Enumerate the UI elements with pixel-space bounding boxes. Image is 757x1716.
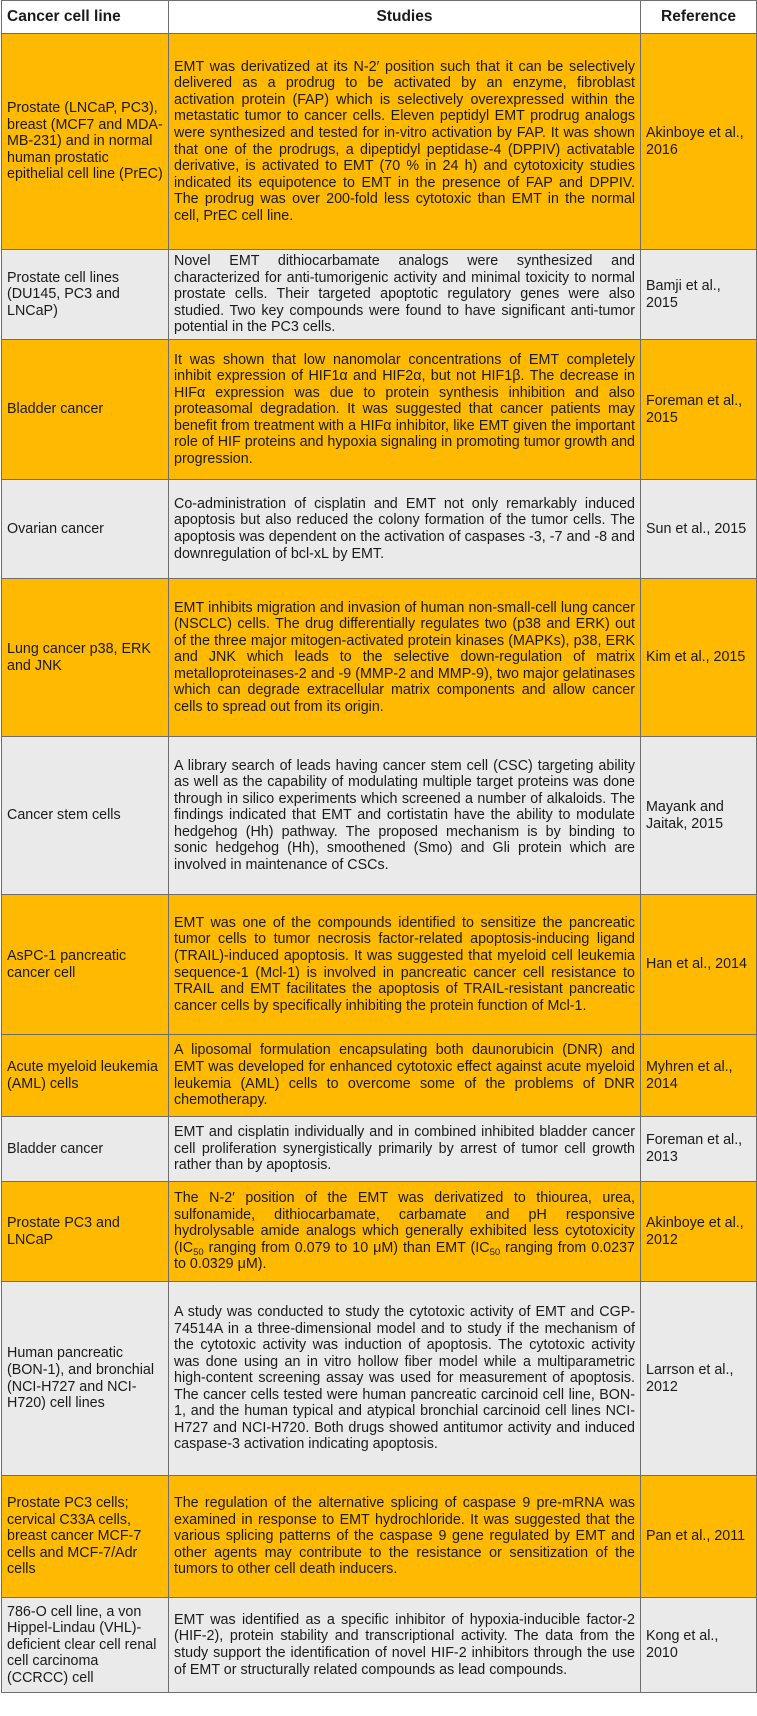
reference: Akinboye et al., 2016 xyxy=(641,34,757,250)
reference: Kim et al., 2015 xyxy=(641,579,757,737)
table-row xyxy=(2,250,757,340)
reference: Foreman et al., 2015 xyxy=(641,340,757,480)
cell-line: Human pancreatic (BON-1), and bronchial (NCI-H727 and NCI-H720) cell lines xyxy=(2,1282,169,1476)
reference: Bamji et al., 2015 xyxy=(641,250,757,340)
study-text: The regulation of the alternative splicing of caspase 9 pre-mRNA was examined in response to EMT hydrochloride. It was suggested that the various splicing patterns of the caspase 9 gene regulated by EMT and other agents may contribute to the resistance or sensitization of the tumors to other cell death inducers. xyxy=(169,1476,641,1598)
reference: Akinboye et al., 2012 xyxy=(641,1182,757,1282)
cell-line: Prostate PC3 and LNCaP xyxy=(2,1182,169,1282)
header-cancer-cell-line: Cancer cell line xyxy=(2,1,169,34)
study-text: The N-2′ position of the EMT was derivatized to thiourea, urea, sulfonamide, dithiocarbamate, carbamate and pH responsive hydrolysable amide analogs which generally exhibited less cytotoxicity ($IC_{50}$ ranging from 0.079 to 10 μM) than EMT ($IC_{50}$ ranging from 0.0237 to 0.0329 μM). xyxy=(169,1182,641,1282)
cell-line: Ovarian cancer xyxy=(2,480,169,579)
study-text: Novel EMT dithiocarbamate analogs were synthesized and characterized for anti-tumorigenic activity and minimal toxicity to normal prostate cells. Their targeted apoptotic regulatory genes were also studied. Two key compounds were found to have significant anti-tumor potential in the PC3 cells. xyxy=(169,250,641,340)
table-row xyxy=(2,579,757,737)
cell-line: Lung cancer p38, ERK and JNK xyxy=(2,579,169,737)
table-row xyxy=(2,480,757,579)
study-text: EMT was one of the compounds identified to sensitize the pancreatic tumor cells to tumor necrosis factor-related apoptosis-inducing ligand (TRAIL)-induced apoptosis. It was suggested that myeloid cell leukemia sequence-1 (Mcl-1) is involved in pancreatic cancer cell resistance to TRAIL and EMT facilitates the apoptosis of TRAIL-resistant pancreatic cancer cells by specifically inhibiting the protein function of Mcl-1. xyxy=(169,895,641,1035)
table-row xyxy=(2,1598,757,1693)
reference: Larrson et al., 2012 xyxy=(641,1282,757,1476)
reference: Pan et al., 2011 xyxy=(641,1476,757,1598)
reference: Mayank and Jaitak, 2015 xyxy=(641,737,757,895)
study-text: EMT was derivatized at its N-2′ position such that it can be selectively delivered as a prodrug to be activated by an enzyme, fibroblast activation protein (FAP) which is selectively overexpressed within the metastatic tumor to cancer cells. Eleven peptidyl EMT prodrug analogs were synthesized and tested for in-vitro activation by FAP. It was shown that one of the prodrugs, a dipeptidyl peptidase-4 (DPPIV) activatable derivative, is activated to EMT (70 % in 24 h) and cytotoxicity studies indicated its equipotence to EMT in the presence of FAP and DPPIV. The prodrug was over 200-fold less cytotoxic than EMT in the normal cell, PrEC cell line. xyxy=(169,34,641,250)
header-studies: Studies xyxy=(169,1,641,34)
cell-line: Bladder cancer xyxy=(2,1117,169,1182)
cell-line: Prostate cell lines (DU145, PC3 and LNCaP) xyxy=(2,250,169,340)
study-text: A library search of leads having cancer stem cell (CSC) targeting ability as well as the capability of modulating multiple target proteins was done through in silico experiments which screened a number of alkaloids. The findings indicated that EMT and cortistatin have the ability to modulate hedgehog (Hh) pathway. The proposed mechanism is by binding to sonic hedgehog (Hh), smoothened (Smo) and Gli protein which are involved in maintenance of CSCs. xyxy=(169,737,641,895)
table-row xyxy=(2,1476,757,1598)
table-row xyxy=(2,1282,757,1476)
cell-line: Acute myeloid leukemia (AML) cells xyxy=(2,1035,169,1117)
reference: Sun et al., 2015 xyxy=(641,480,757,579)
reference: Han et al., 2014 xyxy=(641,895,757,1035)
study-text: EMT inhibits migration and invasion of human non-small-cell lung cancer (NSCLC) cells. The drug differentially regulates two (p38 and ERK) out of the three major mitogen-activated protein kinases (MAPKs), p38, ERK and JNK which leads to the selective down-regulation of matrix metalloproteinases-2 and -9 (MMP-2 and MMP-9), two major gelatinases which can degrade extracellular matrix components and allow cancer cells to spread out from its origin. xyxy=(169,579,641,737)
reference: Foreman et al., 2013 xyxy=(641,1117,757,1182)
table-row xyxy=(2,340,757,480)
table-row xyxy=(2,895,757,1035)
study-text: Co-administration of cisplatin and EMT not only remarkably induced apoptosis but also reduced the colony formation of the tumor cells. The apoptosis was dependent on the activation of caspases -3, -7 and -8 and downregulation of bcl-xL by EMT. xyxy=(169,480,641,579)
reference: Kong et al., 2010 xyxy=(641,1598,757,1693)
cell-line: Cancer stem cells xyxy=(2,737,169,895)
header-row xyxy=(2,1,757,34)
table-row xyxy=(2,1182,757,1282)
study-text: EMT and cisplatin individually and in combined inhibited bladder cancer cell proliferation synergistically primarily by arrest of tumor cell growth rather than by apoptosis. xyxy=(169,1117,641,1182)
reference: Myhren et al., 2014 xyxy=(641,1035,757,1117)
cell-line: 786-O cell line, a von Hippel-Lindau (VHL)-deficient clear cell renal cell carcinoma (CCRCC) cell xyxy=(2,1598,169,1693)
study-text: EMT was identified as a specific inhibitor of hypoxia-inducible factor-2 (HIF-2), protein stability and transcriptional activity. The data from the study support the identification of novel HIF-2 inhibitors through the use of EMT or structurally related compounds as lead compounds. xyxy=(169,1598,641,1693)
table-row xyxy=(2,1117,757,1182)
table-row xyxy=(2,737,757,895)
table-row xyxy=(2,1035,757,1117)
cell-line: Bladder cancer xyxy=(2,340,169,480)
emetine-studies-table xyxy=(1,0,757,1693)
table-row xyxy=(2,34,757,250)
cell-line: Prostate (LNCaP, PC3), breast (MCF7 and MDA-MB-231) and in normal human prostatic epithelial cell line (PrEC) xyxy=(2,34,169,250)
cell-line: AsPC-1 pancreatic cancer cell xyxy=(2,895,169,1035)
study-text: A study was conducted to study the cytotoxic activity of EMT and CGP-74514A in a three-dimensional model and to study if the mechanism of the cytotoxic activity was induction of apoptosis. The cytotoxic activity was done using an in vitro hollow fiber model while a multiparametric high-content screening assay was used for measurement of apoptosis. The cancer cells tested were human pancreatic carcinoid cell line, BON-1, and the human typical and atypical bronchial carcinoid cell lines NCI-H727 and NCI-H720. Both drugs showed antitumor activity and induced caspase-3 activation indicating apoptosis. xyxy=(169,1282,641,1476)
cell-line: Prostate PC3 cells; cervical C33A cells, breast cancer MCF-7 cells and MCF-7/Adr cells xyxy=(2,1476,169,1598)
header-reference: Reference xyxy=(641,1,757,34)
study-text: A liposomal formulation encapsulating both daunorubicin (DNR) and EMT was developed for enhanced cytotoxic effect against acute myeloid leukemia (AML) cells to overcome some of the problems of DNR chemotherapy. xyxy=(169,1035,641,1117)
study-text: It was shown that low nanomolar concentrations of EMT completely inhibit expression of HIF1α and HIF2α, but not HIF1β. The decrease in HIFα expression was due to protein synthesis inhibition and also proteasomal degradation. It was suggested that cancer patients may benefit from treatment with a HIFα inhibitor, like EMT given the important role of HIF proteins and hypoxia signaling in promoting tumor growth and progression. xyxy=(169,340,641,480)
